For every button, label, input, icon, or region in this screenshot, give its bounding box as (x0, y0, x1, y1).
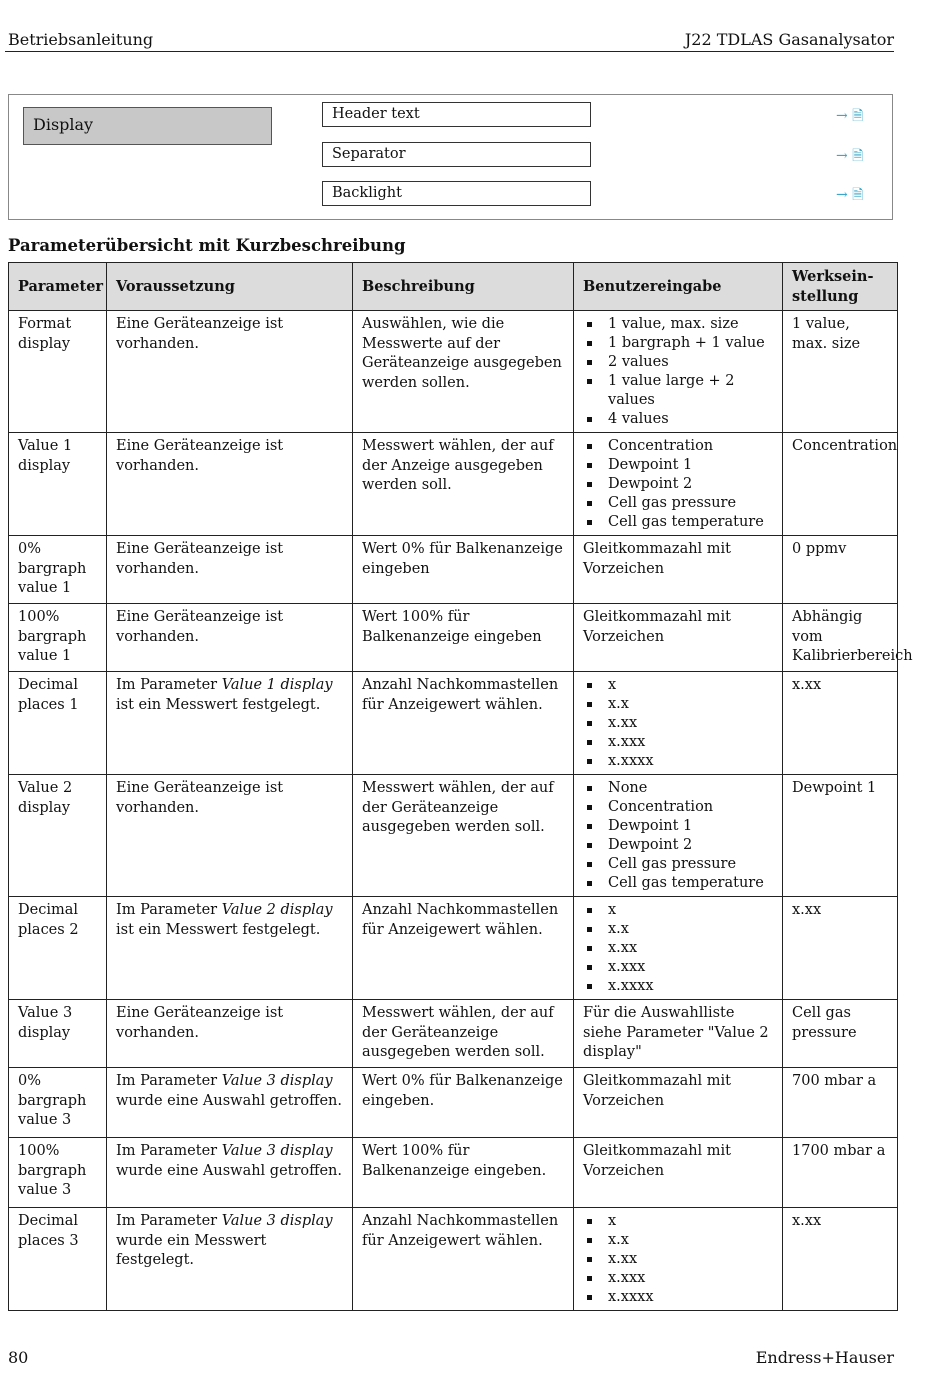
description-cell: Messwert wählen, der auf der Anzeige ausgegeben werden soll. (353, 433, 574, 536)
page-reference-link[interactable]: → 🗎 (836, 108, 864, 124)
parameter-cell: Decimal places 3 (9, 1208, 107, 1311)
description-cell: Auswählen, wie die Messwerte auf der Geräteanzeige ausgegeben werden sollen. (353, 311, 574, 433)
option-item: Concentration (583, 437, 773, 456)
parameter-reference: Value 2 display (221, 902, 333, 918)
table-row (9, 1000, 898, 1068)
user-input-cell (574, 775, 783, 897)
option-item: 2 values (583, 353, 773, 372)
factory-setting-cell: 700 mbar a (783, 1068, 898, 1138)
prerequisite-text: wurde ein Messwert festgelegt. (116, 1232, 267, 1268)
table-row (9, 1068, 898, 1138)
option-item: x.x (583, 695, 773, 714)
page-number: 80 (8, 1348, 29, 1367)
option-item: Cell gas temperature (583, 874, 773, 893)
prerequisite-cell (107, 433, 353, 536)
table-row (9, 1138, 898, 1208)
parameter-reference: Value 1 display (221, 677, 333, 693)
prerequisite-cell (107, 672, 353, 775)
option-list (583, 779, 773, 893)
user-input-cell (574, 433, 783, 536)
user-input-cell: Gleitkommazahl mit Vorzeichen (574, 1138, 783, 1208)
description-cell: Wert 100% für Balkenanzeige eingeben (353, 604, 574, 672)
prerequisite-cell (107, 1208, 353, 1311)
user-input-cell: Gleitkommazahl mit Vorzeichen (574, 1068, 783, 1138)
parameter-reference: Value 3 display (221, 1143, 333, 1159)
option-item: x (583, 1212, 773, 1231)
prerequisite-text: Im Parameter (116, 1143, 222, 1159)
option-item: Dewpoint 2 (583, 836, 773, 855)
prerequisite-cell (107, 897, 353, 1000)
option-item: Dewpoint 2 (583, 475, 773, 494)
option-list (583, 1212, 773, 1307)
table-row (9, 311, 898, 433)
user-input-cell (574, 1208, 783, 1311)
user-input-cell (574, 311, 783, 433)
submenu-backlight: Backlight (322, 181, 591, 206)
option-item: Cell gas pressure (583, 494, 773, 513)
prerequisite-text: Eine Geräteanzeige ist vorhanden. (116, 316, 284, 352)
page-reference-link[interactable]: → 🗎 (836, 148, 864, 164)
user-input-cell: Für die Auswahlliste siehe Parameter "Value 2 display" (574, 1000, 783, 1068)
prerequisite-cell (107, 1138, 353, 1208)
factory-setting-cell: Abhängig vom Kalibrierbereich (783, 604, 898, 672)
option-item: x.xxx (583, 733, 773, 752)
parameter-cell: 0% bargraph value 1 (9, 536, 107, 604)
parameter-reference: Value 3 display (221, 1213, 333, 1229)
user-input-cell (574, 672, 783, 775)
option-list (583, 315, 773, 429)
page-reference-link[interactable]: → 🗎 (836, 187, 864, 203)
factory-setting-cell: x.xx (783, 1208, 898, 1311)
prerequisite-cell (107, 1000, 353, 1068)
prerequisite-cell (107, 775, 353, 897)
description-cell: Anzahl Nachkommastellen für Anzeigewert wählen. (353, 1208, 574, 1311)
option-item: x (583, 676, 773, 695)
parameter-reference: Value 3 display (221, 1073, 333, 1089)
prerequisite-text: ist ein Messwert festgelegt. (116, 696, 321, 713)
table-row (9, 775, 898, 897)
submenu-separator: Separator (322, 142, 591, 167)
section-title: Parameterübersicht mit Kurzbeschreibung (8, 236, 406, 255)
option-item: None (583, 779, 773, 798)
table-header-row (9, 263, 898, 311)
header-rule (5, 51, 894, 52)
factory-setting-cell: 1700 mbar a (783, 1138, 898, 1208)
parameter-cell: Value 1 display (9, 433, 107, 536)
prerequisite-text: Eine Geräteanzeige ist vorhanden. (116, 438, 284, 474)
description-cell: Anzahl Nachkommastellen für Anzeigewert wählen. (353, 897, 574, 1000)
option-item: x.xxx (583, 1269, 773, 1288)
prerequisite-text: Eine Geräteanzeige ist vorhanden. (116, 541, 284, 577)
prerequisite-text: Eine Geräteanzeige ist vorhanden. (116, 1005, 284, 1041)
factory-setting-cell: 0 ppmv (783, 536, 898, 604)
factory-setting-cell: x.xx (783, 672, 898, 775)
factory-setting-cell: x.xx (783, 897, 898, 1000)
parameter-cell: 0% bargraph value 3 (9, 1068, 107, 1138)
description-cell: Messwert wählen, der auf der Geräteanzeige ausgegeben werden soll. (353, 1000, 574, 1068)
table-row (9, 433, 898, 536)
description-cell: Wert 100% für Balkenanzeige eingeben. (353, 1138, 574, 1208)
prerequisite-text: wurde eine Auswahl getroffen. (116, 1092, 342, 1109)
option-item: Dewpoint 1 (583, 817, 773, 836)
parameter-cell: Value 3 display (9, 1000, 107, 1068)
prerequisite-text: wurde eine Auswahl getroffen. (116, 1162, 342, 1179)
prerequisite-text: ist ein Messwert festgelegt. (116, 921, 321, 938)
prerequisite-cell (107, 536, 353, 604)
option-item: Dewpoint 1 (583, 456, 773, 475)
prerequisite-cell (107, 311, 353, 433)
column-header: Beschreibung (353, 263, 574, 311)
table-row (9, 536, 898, 604)
option-list (583, 901, 773, 996)
table-row (9, 604, 898, 672)
option-item: x.xxx (583, 958, 773, 977)
factory-setting-cell: 1 value, max. size (783, 311, 898, 433)
parameter-cell: Format display (9, 311, 107, 433)
parameter-cell: Decimal places 2 (9, 897, 107, 1000)
prerequisite-cell (107, 1068, 353, 1138)
parameter-cell: 100% bargraph value 1 (9, 604, 107, 672)
option-item: x.xxxx (583, 1288, 773, 1307)
option-list (583, 437, 773, 532)
user-input-cell: Gleitkommazahl mit Vorzeichen (574, 604, 783, 672)
table-row (9, 897, 898, 1000)
description-cell: Anzahl Nachkommastellen für Anzeigewert wählen. (353, 672, 574, 775)
prerequisite-text: Im Parameter (116, 902, 222, 918)
doc-header-left: Betriebsanleitung (8, 30, 154, 49)
description-cell: Wert 0% für Balkenanzeige eingeben. (353, 1068, 574, 1138)
description-cell: Wert 0% für Balkenanzeige eingeben (353, 536, 574, 604)
option-item: x.x (583, 920, 773, 939)
factory-setting-cell: Dewpoint 1 (783, 775, 898, 897)
prerequisite-text: Eine Geräteanzeige ist vorhanden. (116, 609, 284, 645)
prerequisite-text: Eine Geräteanzeige ist vorhanden. (116, 780, 284, 816)
option-list (583, 676, 773, 771)
parameter-cell: Value 2 display (9, 775, 107, 897)
column-header: Benutzereingabe (574, 263, 783, 311)
prerequisite-cell (107, 604, 353, 672)
option-item: 1 value, max. size (583, 315, 773, 334)
parameter-cell: Decimal places 1 (9, 672, 107, 775)
doc-header-right: J22 TDLAS Gasanalysator (684, 30, 894, 49)
prerequisite-text: Im Parameter (116, 1213, 222, 1229)
option-item: x (583, 901, 773, 920)
option-item: Cell gas temperature (583, 513, 773, 532)
option-item: x.x (583, 1231, 773, 1250)
submenu-header-text: Header text (322, 102, 591, 127)
option-item: 4 values (583, 410, 773, 429)
column-header: Parameter (9, 263, 107, 311)
option-item: x.xx (583, 1250, 773, 1269)
option-item: x.xx (583, 714, 773, 733)
factory-setting-cell: Cell gas pressure (783, 1000, 898, 1068)
column-header: Werksein-stellung (783, 263, 898, 311)
prerequisite-text: Im Parameter (116, 677, 222, 693)
table-row (9, 1208, 898, 1311)
option-item: 1 value large + 2 values (583, 372, 773, 410)
table-row (9, 672, 898, 775)
option-item: 1 bargraph + 1 value (583, 334, 773, 353)
description-cell: Messwert wählen, der auf der Geräteanzeige ausgegeben werden soll. (353, 775, 574, 897)
factory-setting-cell: Concentration (783, 433, 898, 536)
parameter-table (8, 262, 913, 1311)
option-item: Concentration (583, 798, 773, 817)
option-item: x.xx (583, 939, 773, 958)
prerequisite-text: Im Parameter (116, 1073, 222, 1089)
display-menu-node: Display (23, 107, 272, 145)
option-item: x.xxxx (583, 752, 773, 771)
brand-name: Endress+Hauser (755, 1348, 894, 1367)
option-item: x.xxxx (583, 977, 773, 996)
option-item: Cell gas pressure (583, 855, 773, 874)
parameter-cell: 100% bargraph value 3 (9, 1138, 107, 1208)
user-input-cell (574, 897, 783, 1000)
column-header: Voraussetzung (107, 263, 353, 311)
user-input-cell: Gleitkommazahl mit Vorzeichen (574, 536, 783, 604)
